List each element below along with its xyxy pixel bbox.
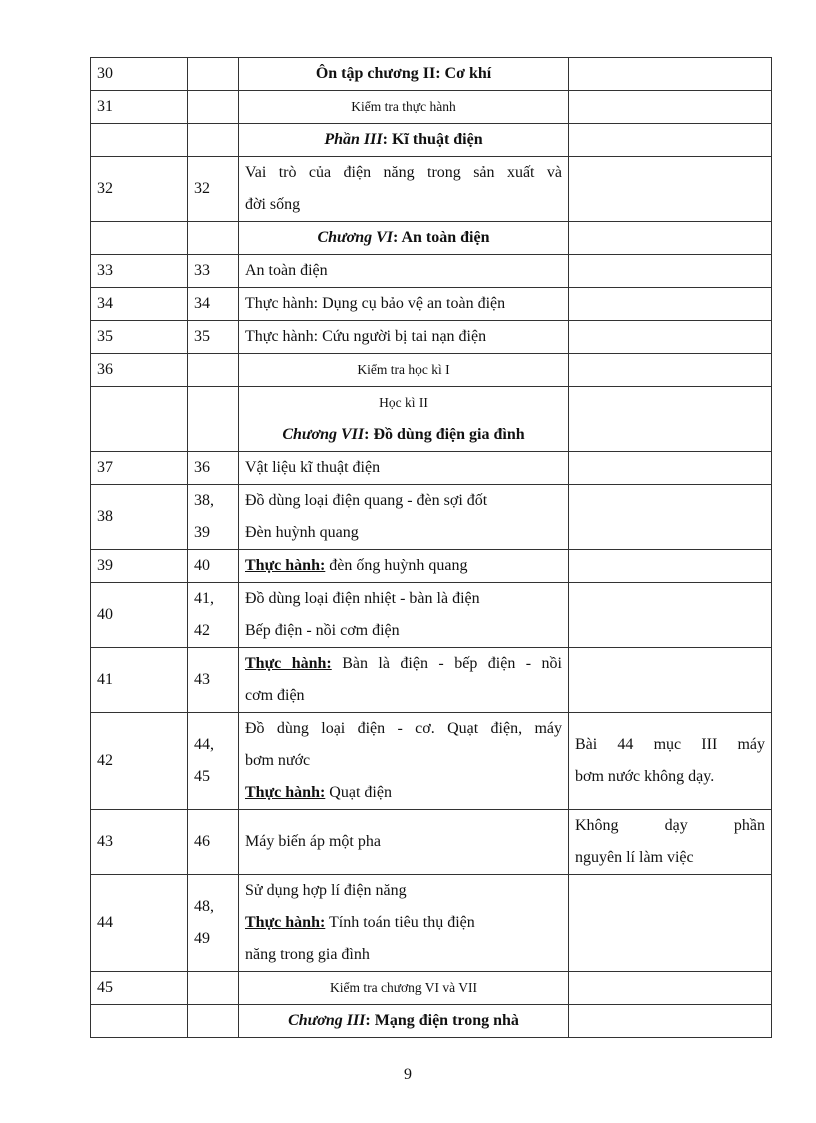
table-row [91, 648, 772, 713]
lesson-cell [188, 58, 239, 91]
note-line: Bài 44 mục III máy [575, 736, 765, 753]
lesson-cell [188, 387, 239, 452]
section-heading [239, 222, 569, 255]
note-cell [569, 124, 772, 157]
table-row [91, 58, 772, 91]
content-cell [239, 485, 569, 550]
section-row [91, 1005, 772, 1038]
content-line [245, 907, 562, 939]
content-line: Bếp điện - nồi cơm điện [245, 622, 400, 639]
content-cell [239, 550, 569, 583]
practice-label: Thực hành: [245, 557, 326, 574]
note-cell [569, 875, 772, 972]
note-cell [569, 157, 772, 222]
lesson-cell [188, 124, 239, 157]
stt-cell: 44 [91, 875, 188, 972]
lesson-cell [188, 354, 239, 387]
note-cell [569, 648, 772, 713]
content-cell: Kiểm tra thực hành [239, 91, 569, 124]
content-cell: Thực hành: Dụng cụ bảo vệ an toàn điện [239, 288, 569, 321]
note-cell [569, 255, 772, 288]
note-cell [569, 91, 772, 124]
lesson-cell: 43 [188, 648, 239, 713]
stt-cell: 40 [91, 583, 188, 648]
note-cell [569, 387, 772, 452]
section-prefix: Chương VI [317, 229, 394, 246]
section-row [91, 222, 772, 255]
lesson-cell: 36 [188, 452, 239, 485]
lesson-cell [188, 1005, 239, 1038]
note-cell [569, 222, 772, 255]
table-row [91, 810, 772, 875]
note-cell [569, 583, 772, 648]
lesson-cell [188, 583, 239, 648]
content-line [245, 648, 562, 680]
lesson-cell: 33 [188, 255, 239, 288]
section-row [91, 387, 772, 452]
section-title: : Mạng điện trong nhà [365, 1012, 519, 1029]
note-cell [569, 485, 772, 550]
lesson-line: 44, [194, 736, 214, 753]
content-cell: An toàn điện [239, 255, 569, 288]
content-cell: Máy biến áp một pha [239, 810, 569, 875]
table-row [91, 713, 772, 810]
content-line: Đồ dùng loại điện - cơ. Quạt điện, máy [245, 720, 562, 737]
lesson-line: 49 [194, 930, 210, 947]
lesson-cell [188, 222, 239, 255]
table-row [91, 321, 772, 354]
section-row [91, 124, 772, 157]
section-title: : Đồ dùng điện gia đình [364, 426, 525, 443]
content-line: Đồ dùng loại điện nhiệt - bàn là điện [245, 590, 480, 607]
stt-cell: 33 [91, 255, 188, 288]
note-cell [569, 550, 772, 583]
table-row [91, 875, 772, 972]
note-cell [569, 972, 772, 1005]
content-cell: Thực hành: Cứu người bị tai nạn điện [239, 321, 569, 354]
content-text: Quạt điện [325, 784, 392, 801]
stt-cell: 39 [91, 550, 188, 583]
stt-cell [91, 1005, 188, 1038]
stt-cell: 37 [91, 452, 188, 485]
table-row [91, 452, 772, 485]
table-row [91, 583, 772, 648]
table-row [91, 288, 772, 321]
lesson-line: 42 [194, 622, 210, 639]
note-cell [569, 1005, 772, 1038]
stt-cell: 43 [91, 810, 188, 875]
content-cell: Vật liệu kĩ thuật điện [239, 452, 569, 485]
stt-cell: 45 [91, 972, 188, 1005]
content-line: cơm điện [245, 687, 305, 704]
table-row [91, 485, 772, 550]
content-cell: Kiểm tra chương VI và VII [239, 972, 569, 1005]
content-line: Sử dụng hợp lí điện năng [245, 882, 407, 899]
content-cell: Ôn tập chương II: Cơ khí [239, 58, 569, 91]
stt-cell [91, 124, 188, 157]
curriculum-table [90, 57, 772, 1038]
section-title: : Kĩ thuật điện [382, 131, 483, 148]
section-heading [239, 387, 569, 452]
lesson-cell [188, 713, 239, 810]
note-cell [569, 58, 772, 91]
section-prefix: Chương III [288, 1012, 366, 1029]
note-cell [569, 810, 772, 875]
lesson-line: 38, [194, 492, 214, 509]
stt-cell: 34 [91, 288, 188, 321]
stt-cell [91, 387, 188, 452]
lesson-line: 41, [194, 590, 214, 607]
lesson-cell: 40 [188, 550, 239, 583]
content-line [245, 777, 562, 809]
lesson-line: 39 [194, 524, 210, 541]
lesson-cell: 32 [188, 157, 239, 222]
content-cell [239, 583, 569, 648]
stt-cell: 38 [91, 485, 188, 550]
table-row [91, 972, 772, 1005]
table-row [91, 255, 772, 288]
content-text: đèn ống huỳnh quang [325, 557, 468, 574]
content-line: Vai trò của điện năng trong sản xuất và [245, 164, 562, 181]
lesson-cell: 34 [188, 288, 239, 321]
note-cell [569, 288, 772, 321]
content-line: năng trong gia đình [245, 946, 370, 963]
stt-cell: 31 [91, 91, 188, 124]
lesson-line: 45 [194, 768, 210, 785]
lesson-cell [188, 485, 239, 550]
note-cell [569, 452, 772, 485]
table-row [91, 91, 772, 124]
stt-cell: 35 [91, 321, 188, 354]
section-prefix: Chương VII [282, 426, 365, 443]
page-number: 9 [404, 1066, 412, 1083]
content-text: Bàn là điện - bếp điện - nồi [331, 655, 562, 672]
content-text: Tính toán tiêu thụ điện [325, 914, 475, 931]
semester-label: Học kì II [379, 395, 428, 410]
content-line: Đèn huỳnh quang [245, 524, 359, 541]
section-prefix: Phần III [324, 131, 383, 148]
note-line: nguyên lí làm việc [575, 849, 694, 866]
content-cell [239, 648, 569, 713]
content-cell: Kiểm tra học kì I [239, 354, 569, 387]
content-line: Đồ dùng loại điện quang - đèn sợi đốt [245, 492, 488, 509]
section-heading [239, 1005, 569, 1038]
note-line: bơm nước không dạy. [575, 768, 715, 785]
stt-cell: 41 [91, 648, 188, 713]
stt-cell: 36 [91, 354, 188, 387]
content-line: đời sống [245, 196, 301, 213]
lesson-cell [188, 972, 239, 1005]
content-cell [239, 713, 569, 810]
table-row [91, 157, 772, 222]
section-title-line [245, 419, 562, 451]
lesson-cell [188, 91, 239, 124]
content-line: bơm nước [245, 752, 311, 769]
section-heading [239, 124, 569, 157]
practice-label: Thực hành: [245, 914, 326, 931]
lesson-cell: 35 [188, 321, 239, 354]
stt-cell: 42 [91, 713, 188, 810]
stt-cell: 32 [91, 157, 188, 222]
note-cell [569, 354, 772, 387]
content-cell [239, 157, 569, 222]
practice-label: Thực hành: [245, 784, 326, 801]
lesson-cell: 46 [188, 810, 239, 875]
stt-cell [91, 222, 188, 255]
note-cell [569, 321, 772, 354]
table-row [91, 550, 772, 583]
lesson-line: 48, [194, 898, 214, 915]
table-row [91, 354, 772, 387]
note-line: Không dạy phần [575, 817, 765, 834]
practice-label: Thực hành: [245, 655, 332, 672]
content-cell [239, 875, 569, 972]
note-cell [569, 713, 772, 810]
lesson-cell [188, 875, 239, 972]
section-title: : An toàn điện [393, 229, 490, 246]
stt-cell: 30 [91, 58, 188, 91]
